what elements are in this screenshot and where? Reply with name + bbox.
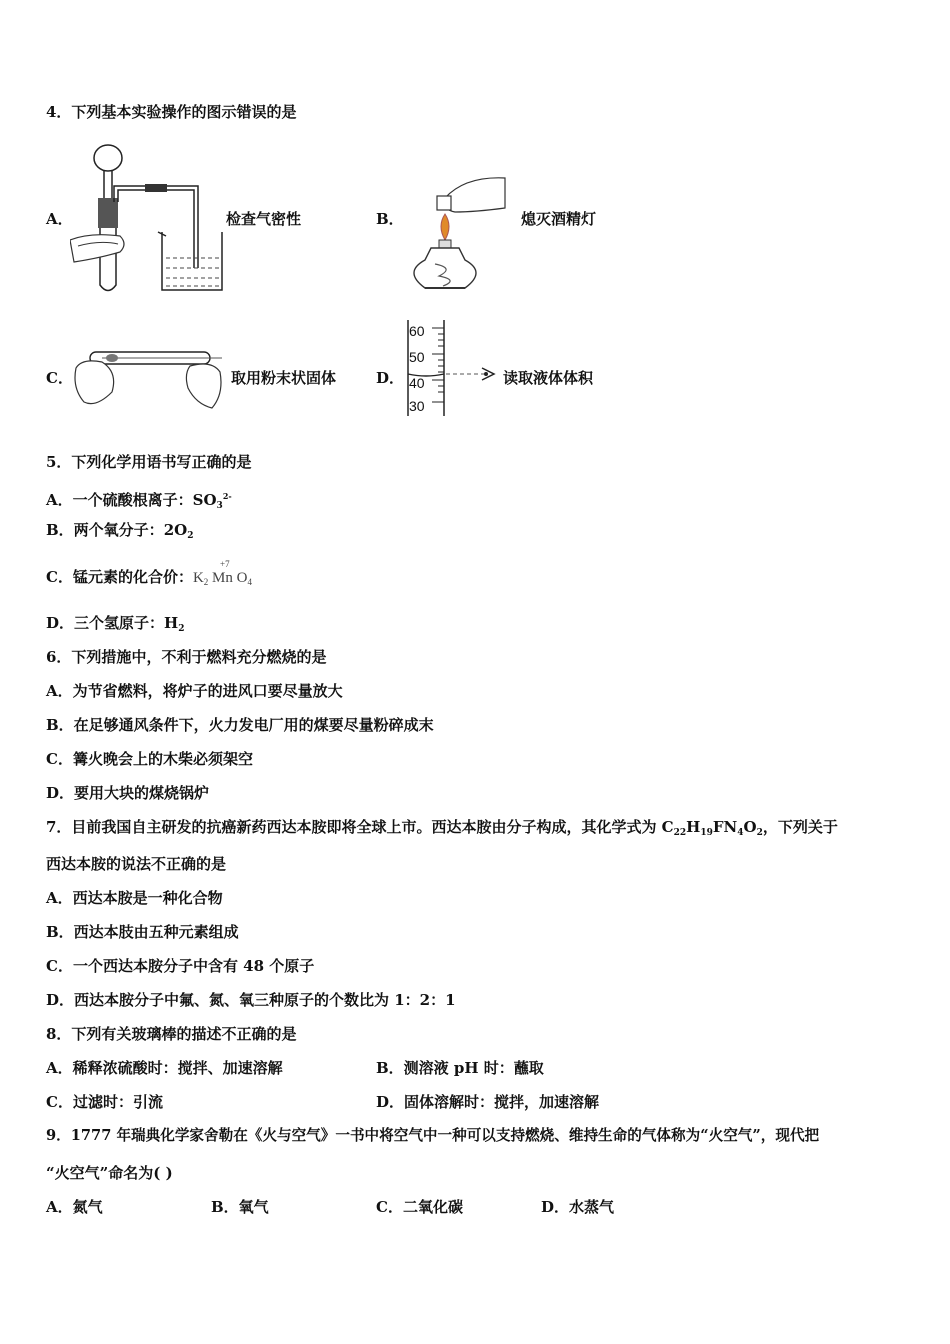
q7-stem-line2: 西达本胺的说法不正确的是	[46, 855, 227, 873]
q4-option-a-letter: A．	[46, 210, 73, 228]
q8-option-d: D．固体溶解时：搅拌，加速溶解	[376, 1093, 600, 1111]
powder-transfer-figure	[72, 338, 228, 412]
q7-option-a: A．西达本胺是一种化合物	[46, 889, 223, 907]
q8-option-a: A．稀释浓硫酸时：搅拌、加速溶解	[46, 1059, 283, 1077]
q5-option-b: B．两个氧分子：$2O_2$	[46, 521, 194, 541]
scale-tick-40: 40	[409, 375, 425, 391]
q8-option-b: B．测溶液 pH 时：蘸取	[376, 1059, 544, 1077]
q4-option-c-text: 取用粉末状固体	[231, 369, 337, 387]
q6-option-c: C．篝火晚会上的木柴必须架空	[46, 750, 253, 768]
q4-option-b-letter: B．	[376, 210, 404, 228]
q5-option-d: D．三个氢原子：$H_2$	[46, 614, 185, 634]
airtightness-check-figure	[70, 140, 230, 300]
q5-option-c: C．锰元素的化合价：$K_2$ +7 Mn $O_4$	[46, 559, 252, 587]
q9-option-d: D．水蒸气	[541, 1198, 615, 1216]
q4-option-b-text: 熄灭酒精灯	[521, 210, 597, 228]
alcohol-lamp-figure	[405, 168, 515, 298]
q6-option-b: B．在足够通风条件下，火力发电厂用的煤要尽量粉碎成末	[46, 716, 434, 734]
q4-option-c-letter: C．	[46, 369, 73, 387]
q6-option-d: D．要用大块的煤烧锅炉	[46, 784, 210, 802]
q6-option-a: A．为节省燃料，将炉子的进风口要尽量放大	[46, 682, 343, 700]
q8-stem: 8．下列有关玻璃棒的描述不正确的是	[46, 1025, 297, 1043]
q4-stem: 4．下列基本实验操作的图示错误的是	[46, 103, 297, 121]
q9-stem-line2: “火空气”命名为( )	[46, 1164, 173, 1182]
q4-option-a-text: 检查气密性	[226, 210, 302, 228]
q8-option-c: C．过滤时：引流	[46, 1093, 163, 1111]
q7-option-b: B．西达本肢由五种元素组成	[46, 923, 239, 941]
q9-option-c: C．二氧化碳	[376, 1198, 463, 1216]
q5-stem: 5．下列化学用语书写正确的是	[46, 453, 252, 471]
q9-option-b: B．氧气	[211, 1198, 269, 1216]
q5-option-a: A．一个硫酸根离子：$SO_3^{2-}$	[46, 491, 232, 511]
q7-stem: 7．目前我国自主研发的抗癌新药西达本胺即将全球上市。西达本胺由分子构成，其化学式为 $C_{22}H_{19}FN_4O_2$，下列关于	[46, 818, 838, 838]
q4-option-d-text: 读取液体体积	[503, 369, 594, 387]
q4-option-d-letter: D．	[376, 369, 405, 387]
scale-tick-50: 50	[409, 349, 425, 365]
q7-option-d: D．西达本胺分子中氟、氮、氧三种原子的个数比为 1：2：1	[46, 991, 456, 1009]
q7-option-c: C．一个西达本胺分子中含有 48 个原子	[46, 957, 315, 975]
scale-tick-30: 30	[409, 398, 425, 414]
q6-stem: 6．下列措施中，不利于燃料充分燃烧的是	[46, 648, 327, 666]
scale-tick-60: 60	[409, 323, 425, 339]
q9-stem: 9．1777 年瑞典化学家舍勒在《火与空气》一书中将空气中一种可以支持燃烧、维持生命的气体称为“火空气”，现代把	[46, 1127, 820, 1144]
q9-option-a: A．氮气	[46, 1198, 103, 1216]
